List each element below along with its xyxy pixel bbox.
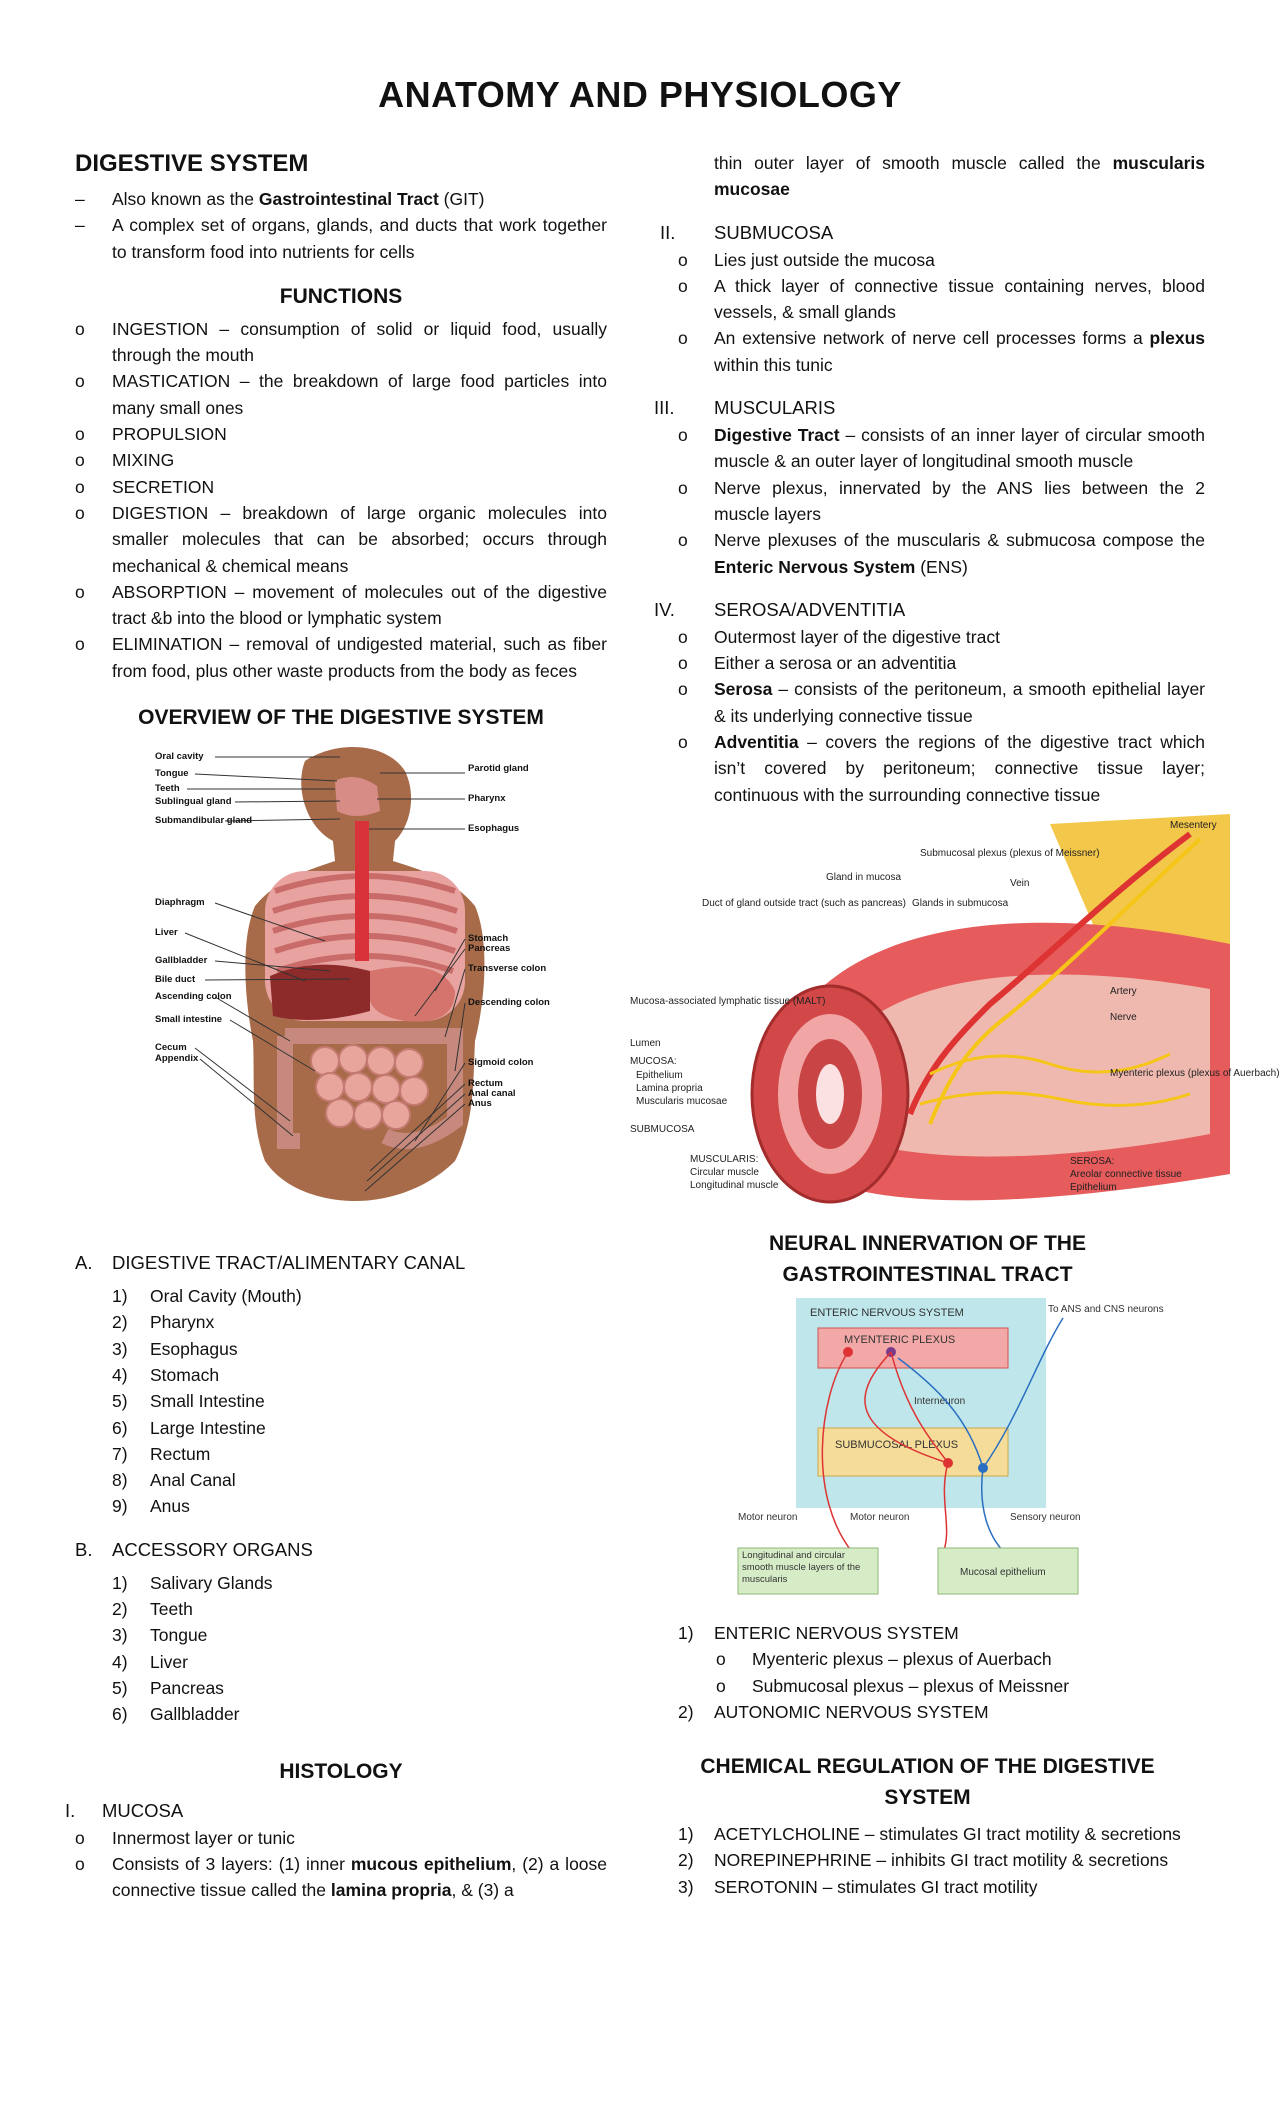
list-number: 1) <box>678 1824 694 1845</box>
list-number: 6) <box>112 1417 128 1438</box>
text: PROPULSION <box>112 424 227 445</box>
tract-list <box>75 1283 607 1520</box>
digestive-bullet <box>75 212 607 265</box>
text: SECRETION <box>112 476 215 497</box>
epithelium-label: Mucosal epithelium <box>959 1566 1046 1578</box>
diagram-label: Oral cavity <box>155 751 204 763</box>
submucosa-list <box>650 247 1205 378</box>
serosa-item <box>650 650 1205 676</box>
bullet-marker: o <box>75 424 85 445</box>
text: , (2) a loose connective tissue called the <box>112 1853 608 1901</box>
diagram-label: Tongue <box>155 768 189 780</box>
text: thin outer layer of smooth muscle called the <box>714 153 1113 173</box>
bullet-marker: – <box>75 189 85 209</box>
chemical-list <box>650 1821 1205 1900</box>
small-intestine-shape <box>311 1045 428 1129</box>
accessory-item <box>112 1649 607 1675</box>
text: INGESTION – consumption of solid or liquid food, usually through the mouth <box>112 318 607 366</box>
mucosa-continuation <box>650 150 1205 203</box>
chemical-item <box>650 1847 1205 1873</box>
bold-text: Adventitia <box>714 732 799 753</box>
list-text: Anus <box>150 1496 190 1517</box>
list-text: Salivary Glands <box>150 1572 273 1593</box>
list-number: 2) <box>112 1312 128 1333</box>
mucosa-heading: I. MUCOSA <box>65 1799 184 1821</box>
serosa-item <box>650 624 1205 650</box>
tract-item <box>112 1467 607 1493</box>
diagram-label: Anal canal <box>468 1088 516 1100</box>
gi-wall-diagram <box>630 814 1280 1214</box>
neural-item <box>650 1699 1205 1725</box>
list-number: 1) <box>678 1622 694 1643</box>
diagram-label: Small intestine <box>155 1014 223 1026</box>
bold-text: plexus <box>1149 328 1205 349</box>
text: ELIMINATION – removal of undigested material, such as fiber from food, plus other waste products from the body as feces <box>112 634 607 681</box>
bullet-marker: o <box>678 249 688 270</box>
bullet-marker: – <box>75 215 85 236</box>
function-item <box>75 421 607 447</box>
motor-label-2: Motor neuron <box>849 1511 909 1523</box>
list-text: Small Intestine <box>150 1391 265 1412</box>
diagram-label: Cecum <box>155 1042 187 1054</box>
ens-label: ENTERIC NERVOUS SYSTEM <box>809 1306 964 1319</box>
function-item <box>75 579 607 632</box>
list-text: Teeth <box>150 1599 193 1620</box>
list-number: 3) <box>678 1876 694 1897</box>
list-number: 6) <box>112 1704 128 1725</box>
list-text: SEROTONIN – stimulates GI tract motility <box>714 1876 1038 1897</box>
serosa-item <box>650 729 1205 808</box>
tract-item <box>112 1283 607 1309</box>
diagram-label: Pharynx <box>468 793 506 805</box>
muscularis-item <box>650 422 1205 475</box>
interneuron-label: Interneuron <box>913 1395 965 1407</box>
diagram-label: Esophagus <box>468 823 520 835</box>
list-number: 2) <box>678 1701 694 1722</box>
diagram-label: Parotid gland <box>468 763 529 775</box>
diagram-label: Transverse colon <box>468 963 547 975</box>
diagram-label: Appendix <box>155 1053 199 1065</box>
bullet-marker: o <box>678 626 688 647</box>
wall-label: Muscularis mucosae <box>636 1095 728 1107</box>
section-heading-neural: NEURAL INNERVATION OF THE GASTROINTESTINAL TRACT <box>769 1231 1086 1286</box>
diagram-label: Diaphragm <box>155 897 205 909</box>
myenteric-label: MYENTERIC PLEXUS <box>843 1333 955 1346</box>
list-text: Tongue <box>150 1625 208 1646</box>
muscle-box-label: Longitudinal and circular smooth muscle layers of the muscularis <box>741 1549 860 1585</box>
list-number: 5) <box>112 1677 128 1698</box>
neural-list <box>650 1620 1205 1725</box>
list-text: Stomach <box>150 1364 220 1385</box>
wall-label: Circular muscle <box>690 1166 759 1178</box>
text: A complex set of organs, glands, and ducts that work together to transform food into nutrients for cells <box>112 215 607 262</box>
tract-item <box>112 1415 607 1441</box>
text: , & (3) a <box>451 1880 514 1901</box>
list-number: 3) <box>112 1625 128 1646</box>
page-title: ANATOMY AND PHYSIOLOGY <box>378 74 902 115</box>
to-ans-label: To ANS and CNS neurons <box>1047 1303 1164 1315</box>
text: (GIT) <box>438 189 485 209</box>
muscularis-list <box>650 422 1205 580</box>
accessory-item <box>112 1701 607 1727</box>
accessory-item <box>112 1570 607 1596</box>
list-number: 2) <box>112 1599 128 1620</box>
section-heading-histology: HISTOLOGY <box>279 1759 403 1783</box>
list-text: ENTERIC NERVOUS SYSTEM <box>714 1622 959 1643</box>
accessory-list <box>75 1570 607 1728</box>
diagram-label: Sigmoid colon <box>468 1057 534 1069</box>
text: MIXING <box>112 450 175 471</box>
wall-label: Artery <box>1110 985 1137 997</box>
muscularis-heading: III. MUSCULARIS <box>654 397 836 419</box>
bold-text: Gastrointestinal Tract <box>258 189 439 209</box>
list-text: Liver <box>150 1651 188 1672</box>
text: – covers the regions of the digestive tract which isn’t covered by peritoneum; connective tissue layer; continuous with the surrounding connective tissue <box>714 732 1205 805</box>
list-number: 8) <box>112 1470 128 1491</box>
accessory-heading: B. ACCESSORY ORGANS <box>75 1538 313 1560</box>
bullet-marker: o <box>678 477 688 498</box>
accessory-item <box>112 1622 607 1648</box>
serosa-item <box>650 676 1205 729</box>
sensory-label: Sensory neuron <box>1009 1511 1081 1523</box>
wall-label: Myenteric plexus (plexus of Auerbach) <box>1110 1067 1280 1079</box>
list-text: ACETYLCHOLINE – stimulates GI tract motility & secretions <box>714 1824 1181 1845</box>
text: DIGESTION – breakdown of large organic molecules into smaller molecules that can be absorbed; occurs through mechanical & chemical means <box>112 502 607 576</box>
tract-heading: A. DIGESTIVE TRACT/ALIMENTARY CANAL <box>75 1252 466 1274</box>
digestive-bullets <box>75 186 607 265</box>
text: Innermost layer or tunic <box>112 1827 295 1848</box>
bold-text: Digestive Tract <box>714 425 840 446</box>
neural-subitem <box>650 1646 1205 1672</box>
submucosal-label: SUBMUCOSAL PLEXUS <box>834 1438 958 1451</box>
list-text: AUTONOMIC NERVOUS SYSTEM <box>714 1701 989 1722</box>
list-number: 4) <box>112 1651 128 1672</box>
section-heading-chemical: CHEMICAL REGULATION OF THE DIGESTIVE SYSTEM <box>700 1755 1155 1810</box>
bullet-marker: o <box>678 275 688 296</box>
wall-label: Gland in mucosa <box>826 871 902 883</box>
wall-label: SUBMUCOSA <box>630 1123 695 1135</box>
text: Also known as the <box>112 189 259 209</box>
list-text: Anal Canal <box>150 1470 236 1491</box>
list-number: 7) <box>112 1443 128 1464</box>
serosa-heading: IV. SEROSA/ADVENTITIA <box>654 598 906 620</box>
ens-diagram <box>737 1298 1164 1598</box>
bullet-marker: o <box>678 530 688 551</box>
bullet-marker: o <box>75 502 85 523</box>
bullet-marker: o <box>75 318 85 339</box>
bold-text: Enteric Nervous System <box>714 556 916 577</box>
function-item <box>75 631 607 684</box>
diagram-label: Sublingual gland <box>155 796 232 808</box>
text: Consists of 3 layers: (1) inner <box>112 1853 351 1874</box>
bullet-marker: o <box>75 634 85 655</box>
list-number: 2) <box>678 1850 694 1871</box>
motor-label-1: Motor neuron <box>737 1511 797 1523</box>
text: A thick layer of connective tissue containing nerves, blood vessels, & small glands <box>714 275 1205 323</box>
diagram-label: Rectum <box>468 1078 503 1090</box>
text: within this tunic <box>714 354 833 375</box>
diagram-label: Bile duct <box>155 974 196 986</box>
chemical-item <box>650 1821 1205 1847</box>
list-text: Rectum <box>150 1443 211 1464</box>
muscularis-item <box>650 475 1205 528</box>
list-text: Pharynx <box>150 1312 215 1333</box>
list-number: 4) <box>112 1364 128 1385</box>
section-heading-functions: FUNCTIONS <box>279 284 403 308</box>
list-number: 5) <box>112 1391 128 1412</box>
bullet-marker: o <box>678 425 688 446</box>
function-item <box>75 500 607 579</box>
tract-item <box>112 1362 607 1388</box>
wall-label: Longitudinal muscle <box>690 1179 779 1191</box>
text: Outermost layer of the digestive tract <box>714 626 1000 647</box>
tract-item <box>112 1336 607 1362</box>
wall-label: SEROSA: <box>1070 1155 1115 1167</box>
left-column <box>65 150 608 1903</box>
list-number: 3) <box>112 1338 128 1359</box>
wall-label: Epithelium <box>1070 1181 1117 1193</box>
diagram-label: Teeth <box>155 783 180 795</box>
bullet-marker: o <box>75 450 85 471</box>
wall-label: Submucosal plexus (plexus of Meissner) <box>920 847 1100 859</box>
bullet-marker: o <box>678 653 688 674</box>
function-item <box>75 368 607 421</box>
chemical-item <box>650 1874 1205 1900</box>
submucosa-item <box>650 247 1205 273</box>
functions-list <box>75 316 607 684</box>
function-item <box>75 474 607 500</box>
wall-label: Areolar connective tissue <box>1070 1168 1182 1180</box>
diagram-label: Pancreas <box>468 943 511 955</box>
bullet-marker: o <box>678 679 688 700</box>
text: Nerve plexuses of the muscularis & submucosa compose the <box>714 530 1205 551</box>
wall-label: Epithelium <box>636 1069 683 1081</box>
diagram-label: Liver <box>155 927 178 939</box>
accessory-item <box>112 1596 607 1622</box>
list-text: Large Intestine <box>150 1417 266 1438</box>
wall-label: Glands in submucosa <box>912 897 1009 909</box>
list-text: NOREPINEPHRINE – inhibits GI tract motility & secretions <box>714 1850 1169 1871</box>
accessory-item <box>112 1675 607 1701</box>
tract-item <box>112 1388 607 1414</box>
lumen-shape <box>816 1064 844 1124</box>
diagram-label: Gallbladder <box>155 955 208 967</box>
bullet-marker: o <box>75 476 85 497</box>
serosa-list <box>650 624 1205 808</box>
section-heading-digestive: DIGESTIVE SYSTEM <box>75 150 309 177</box>
wall-label: Mesentery <box>1170 819 1217 831</box>
bullet-marker: o <box>75 581 85 602</box>
list-text: Gallbladder <box>150 1704 240 1725</box>
diagram-label: Ascending colon <box>155 991 232 1003</box>
tract-item <box>112 1309 607 1335</box>
bold-text: muscularis mucosae <box>714 153 1205 200</box>
list-text: Oral Cavity (Mouth) <box>150 1286 302 1307</box>
text: Lies just outside the mucosa <box>714 249 935 270</box>
muscularis-item <box>650 527 1205 580</box>
bullet-marker: o <box>75 1827 85 1848</box>
right-column <box>630 150 1280 1900</box>
list-text: Esophagus <box>150 1338 238 1359</box>
submucosa-heading: II. SUBMUCOSA <box>660 221 834 243</box>
wall-label: Lumen <box>630 1037 661 1049</box>
mucosa-item <box>75 1851 607 1904</box>
wall-label: MUSCULARIS: <box>690 1153 759 1165</box>
esophagus-shape <box>355 821 369 961</box>
section-heading-overview: OVERVIEW OF THE DIGESTIVE SYSTEM <box>138 706 544 730</box>
text: Myenteric plexus – plexus of Auerbach <box>752 1649 1052 1670</box>
bold-text: lamina propria <box>330 1880 452 1901</box>
digestive-bullet <box>75 186 607 212</box>
tract-item <box>112 1493 607 1519</box>
bullet-marker: o <box>75 1853 85 1874</box>
wall-label: Duct of gland outside tract (such as pancreas) <box>702 897 906 909</box>
list-number: 9) <box>112 1496 128 1517</box>
diagram-label: Submandibular gland <box>155 815 253 827</box>
bullet-marker: o <box>716 1675 726 1696</box>
text: ABSORPTION – movement of molecules out of the digestive tract &b into the blood or lymphatic system <box>112 581 607 629</box>
text: (ENS) <box>915 556 968 577</box>
bold-text: mucous epithelium <box>350 1853 512 1874</box>
mucosa-item <box>75 1825 607 1851</box>
text: – consists of the peritoneum, a smooth epithelial layer & its underlying connective tissue <box>714 679 1205 726</box>
wall-label: Lamina propria <box>636 1082 703 1094</box>
wall-label: Mucosa-associated lymphatic tissue (MALT) <box>630 995 826 1007</box>
neural-subitem <box>650 1673 1205 1699</box>
function-item <box>75 316 607 369</box>
bullet-marker: o <box>678 732 688 753</box>
list-number: 1) <box>112 1572 128 1593</box>
neural-item <box>650 1620 1205 1646</box>
bullet-marker: o <box>678 328 688 349</box>
mucosa-list <box>75 1825 607 1904</box>
diagram-label: Descending colon <box>468 997 550 1009</box>
diagram-label: Anus <box>468 1098 492 1110</box>
submucosa-item <box>650 325 1205 378</box>
function-item <box>75 447 607 473</box>
text: Either a serosa or an adventitia <box>714 653 957 674</box>
wall-label: MUCOSA: <box>630 1055 677 1067</box>
diagram-label: Stomach <box>468 933 509 945</box>
submucosa-item <box>650 273 1205 326</box>
text: Nerve plexus, innervated by the ANS lies between the 2 muscle layers <box>714 477 1205 524</box>
text: Submucosal plexus – plexus of Meissner <box>752 1675 1070 1696</box>
digestive-system-diagram <box>155 741 575 1241</box>
bold-text: Serosa <box>714 679 773 700</box>
text: An extensive network of nerve cell processes forms a <box>714 328 1150 349</box>
list-text: Pancreas <box>150 1677 224 1698</box>
bullet-marker: o <box>716 1649 726 1670</box>
text: – consists of an inner layer of circular smooth muscle & an outer layer of longitudinal smooth muscle <box>714 425 1206 472</box>
list-number: 1) <box>112 1286 128 1307</box>
bullet-marker: o <box>75 371 85 392</box>
wall-label: Vein <box>1010 877 1030 889</box>
wall-label: Nerve <box>1110 1011 1137 1023</box>
tract-item <box>112 1441 607 1467</box>
text: MASTICATION – the breakdown of large food particles into many small ones <box>112 371 607 418</box>
